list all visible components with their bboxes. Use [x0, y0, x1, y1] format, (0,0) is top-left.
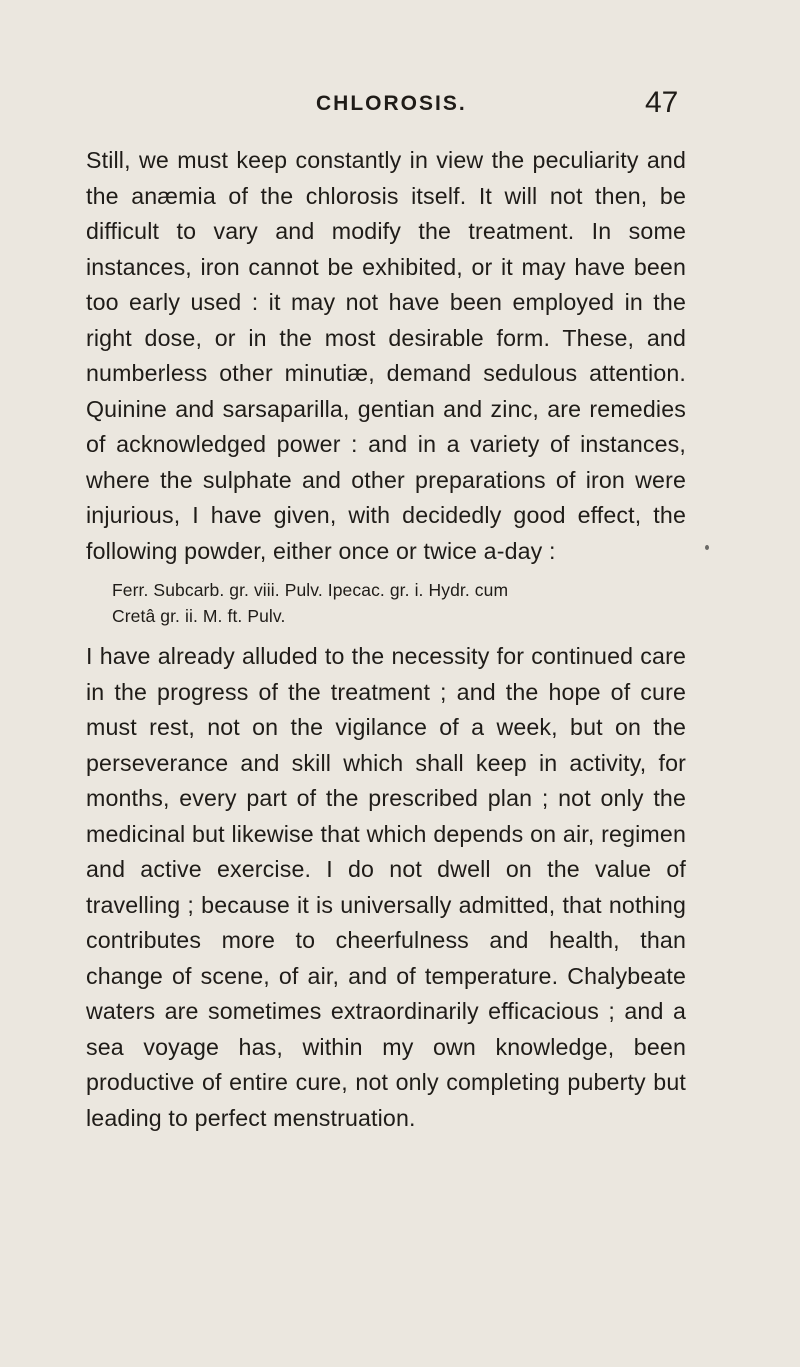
- body-text: [86, 143, 686, 1136]
- formula-line-1: Ferr. Subcarb. gr. viii. Pulv. Ipecac. gr. i. Hydr. cum: [112, 580, 509, 600]
- prescription-formula: [112, 577, 686, 629]
- paragraph-2: I have already alluded to the necessity for continued care in the progress of the treatment ; and the hope of cure must rest, not on the vigilance of a week, but on the perseverance and skill which shall keep in activity, for months, every part of the prescribed plan ; not only the medicinal but likewise that which depends on air, regimen and active exercise. I do not dwell on the value of travelling ; because it is universally admitted, that nothing contributes more to cheerfulness and health, than change of scene, of air, and of temperature. Chalybeate waters are sometimes extraordinarily efficacious ; and a sea voyage has, within my own knowledge, been productive of entire cure, not only completing puberty but leading to perfect menstruation.: [86, 643, 686, 1131]
- running-head: [0, 86, 800, 122]
- paragraph-1: Still, we must keep constantly in view the peculiarity and the anæmia of the chlorosis itself. It will not then, be difficult to vary and modify the treatment. In some instances, iron cannot be exhibited, or it may have been too early used : it may not have been employed in the right dose, or in the most desirable form. These, and numberless other minutiæ, demand sedulous attention. Quinine and sarsaparilla, gentian and zinc, are remedies of acknowledged power : and in a variety of instances, where the sulphate and other preparations of iron were injurious, I have given, with decidedly good effect, the following powder, either once or twice a-day :: [86, 147, 686, 564]
- ink-speck: [705, 545, 709, 550]
- formula-line-2: Cretâ gr. ii. M. ft. Pulv.: [112, 606, 286, 626]
- page-number: 47: [645, 86, 679, 119]
- running-title: CHLOROSIS.: [316, 92, 467, 115]
